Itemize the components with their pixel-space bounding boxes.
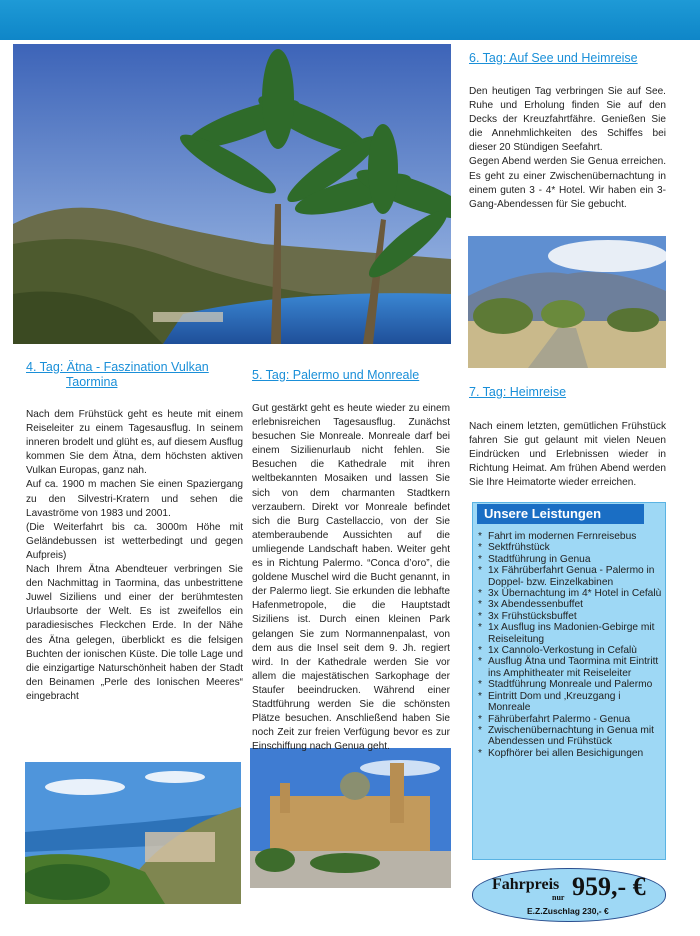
- service-item: * Sektfrühstück: [478, 542, 663, 553]
- day6-text: [469, 85, 666, 212]
- services-box: [472, 502, 666, 860]
- service-item: * Stadtführung Monreale und Palermo: [478, 679, 663, 690]
- day4-heading: [26, 360, 246, 390]
- service-item: * Zwischenübernachtung in Genua mit Abendessen und Frühstück: [478, 725, 663, 748]
- day7-heading: 7. Tag: Heimreise: [469, 385, 567, 399]
- price-surcharge: E.Z.Zuschlag 230,- €: [527, 906, 609, 916]
- day4-paragraph: Nach dem Frühstück geht es heute mit einem Reiseleiter zu einem Tagesausflug. In seinem inneren brodelt und glüht es, auf diesem Ausflug kommen Sie dem Ätna, dem höchsten aktiven Vulkan Europas, ganz nah.: [26, 409, 243, 477]
- service-item: * 3x Abendessenbuffet: [478, 599, 663, 610]
- service-item: * Fährüberfahrt Palermo - Genua: [478, 714, 663, 725]
- service-item: * 3x Übernachtung im 4* Hotel in Cefalù: [478, 588, 663, 599]
- service-item: * 1x Cannolo-Verkostung in Cefalù: [478, 645, 663, 656]
- day7-text: [469, 420, 666, 490]
- price-sub: nur: [552, 893, 565, 902]
- day4-paragraph: Nach Ihrem Ätna Abendteuer verbringen Sie den Nachmittag in Taormina, das unbestrittene Juwel Siziliens und einer der berühmtesten Urlaubsorte der Welt. Es ist zweifellos ein paradiesisches Fleckchen Erde. In der Nähe des Ätna gelegen, überblickt es die felsigen Buchten der ionischen Küste. Die tolle Lage und die einzigartige Naturschönheit haben der Stadt den Beinamen „Perle des Ionischen Meeres“ eingebracht: [26, 564, 243, 702]
- photo-palermo-cathedral: [250, 748, 451, 888]
- price-amount: 959,- €: [572, 872, 646, 901]
- day4-text: [26, 408, 243, 704]
- day6-paragraph: Gegen Abend werden Sie Genua erreichen. Es geht zu einer Zwischenübernachtung in einem guten 3 - 4* Hotel. Wir haben ein 3-Gang-Abendessen für Sie gebucht.: [469, 156, 666, 210]
- day4-heading-line1: 4. Tag: Ätna - Faszination Vulkan: [26, 360, 209, 374]
- service-item: * 1x Ausflug ins Madonien-Gebirge mit Reiseleitung: [478, 622, 663, 645]
- day4-paragraph: (Die Weiterfahrt bis ca. 3000m Höhe mit Geländebussen ist wetterbedingt und gegen Aufpreis): [26, 521, 243, 561]
- day5-text: [252, 402, 450, 754]
- service-item: * Stadtführung in Genua: [478, 554, 663, 565]
- day6-heading: 6. Tag: Auf See und Heimreise: [469, 51, 638, 65]
- day5-paragraph: Gut gestärkt geht es heute wieder zu einem erlebnisreichen Tagesausflug. Zunächst besuchen Sie Monreale. Monreale darf bei einem Sizilienurlaub nicht fehlen. Sie Besuchen die Kathedrale mit ihren weltbekannten Mosaiken und lassen Sie sich von dem charmanten Stadtkern verzaubern. Direkt vor Monreale befindet sich die Burg Castellaccio, von der Sie atemberaubende Aussichten auf die umliegende Landschaft haben. Weiter geht es in Richtung Palermo. “Conca d’oro”, die goldene Muschel wird die Bucht genannt, in der Palermo liegt. Sie erkunden die lebhafte Hafenmetropole, die die Hauptstadt Siziliens ist. Durch einen kleinen Park gelangen Sie zum Normannenpalast, von dem aus die Insel seit dem 9. Jh. regiert wird. In der Kathedrale werden Sie vor allem die majestätischen Sarkophage der Staufer beeindrucken. Während einer Stadtführung werden Sie die schönsten Plätze besuchen. Anschließend haben Sie noch Zeit zur freien Verfügung bevor es zur Einschiffung nach Genua geht.: [252, 403, 450, 753]
- service-item: * 3x Frühstücksbuffet: [478, 611, 663, 622]
- day6-paragraph: Den heutigen Tag verbringen Sie auf See. Ruhe und Erholung finden Sie auf den Decks der Kreuzfahrtfähre. Genießen Sie die Annehmlichkeiten des Schiffes bei dieser 20 Stündigen Seefahrt.: [469, 86, 666, 154]
- day4-heading-line2: Taormina: [66, 375, 118, 389]
- service-item: * 1x Fährüberfahrt Genua - Palermo in Doppel- bzw. Einzelkabinen: [478, 565, 663, 588]
- photo-taormina-palms: [13, 44, 451, 344]
- service-item: * Kopfhörer bei allen Besichigungen: [478, 748, 663, 759]
- photo-taormina-view: [25, 762, 241, 904]
- price-label: Fahrpreis: [492, 876, 560, 893]
- day7-paragraph: Nach einem letzten, gemütlichen Frühstück fahren Sie gut gelaunt mit vielen Neuen Eindrücken und Erlebnissen wieder in Richtung Heimat. Am frühen Abend werden Sie Ihre Heimatorte wieder erreichen.: [469, 421, 666, 489]
- service-item: * Eintritt Dom und ‚Kreuzgang i Monreale: [478, 691, 663, 714]
- service-item: * Fahrt im modernen Fernreisebus: [478, 531, 663, 542]
- day5-heading: 5. Tag: Palermo und Monreale: [252, 368, 420, 382]
- services-list: [478, 531, 663, 759]
- services-title: Unsere Leistungen: [477, 504, 644, 524]
- photo-etna-landscape: [468, 236, 666, 368]
- day4-paragraph: Auf ca. 1900 m machen Sie einen Spaziergang zu den Silvestri-Kratern und sehen die Lavaströme von 1983 und 2001.: [26, 479, 243, 519]
- service-item: * Ausflug Ätna und Taormina mit Eintritt ins Amphitheater mit Reiseleiter: [478, 656, 663, 679]
- top-color-bar: [0, 0, 700, 40]
